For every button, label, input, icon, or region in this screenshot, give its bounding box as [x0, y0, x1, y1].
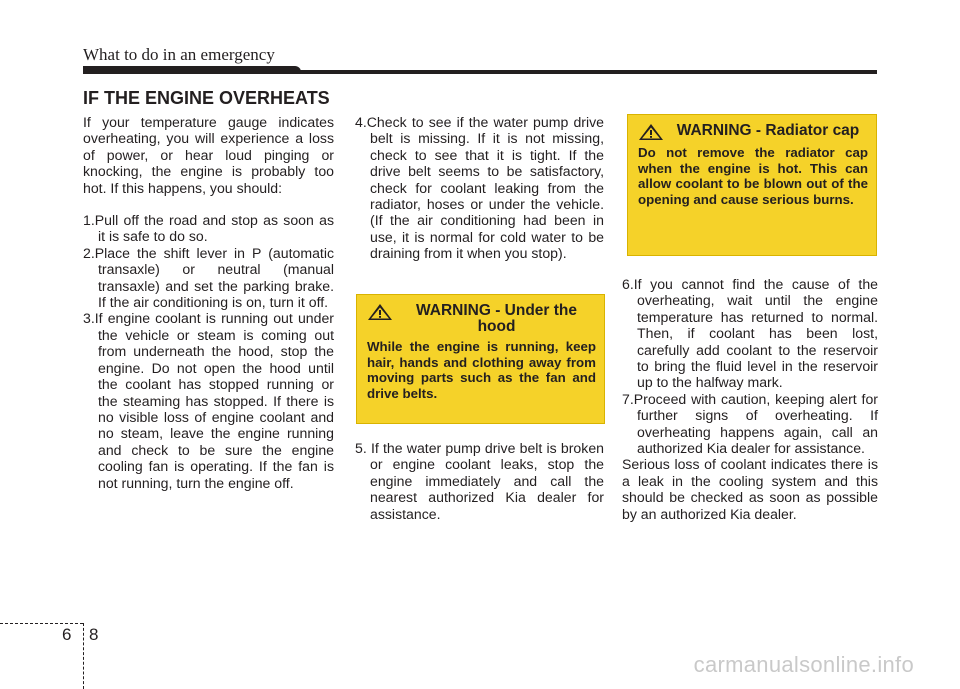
warning-text-cap: Do not remove the radiator cap when the engine is hot. This can allow coolant to be blown out of the opening and cause serious burns.: [638, 145, 868, 207]
step-7: 7.Proceed with caution, keeping alert for further signs of overheating. If overheating happens again, call an authorized Kia dealer for assistance.: [622, 390, 878, 457]
watermark: carmanualsonline.info: [693, 652, 914, 677]
header-rule: [83, 70, 877, 74]
step-3: 3.If engine coolant is running out under the vehicle or steam is coming out from underneath the hood, stop the engine. Do not open the hood until the coolant has stopped running or the steaming has stopped. If there is no visible loss of engine coolant and no steam, leave the engine running and check to be sure the engine cooling fan is operating. If the fan is not running, turn the engine off.: [83, 310, 334, 491]
warning-box-radiator-cap: [627, 114, 877, 256]
column-2-lower: [355, 440, 604, 522]
step-4: 4.Check to see if the water pump drive belt is missing. If it is not missing, check to see that it is tight. If the drive belt seems to be satisfactory, check for coolant leaking from the radiator, hoses or under the vehicle. (If the air conditioning had been in use, it is normal for cold water to be draining from it when you stop).: [355, 114, 604, 262]
column-3: [622, 276, 878, 522]
chapter-number: 6: [62, 625, 72, 644]
warning-triangle-icon: [367, 303, 393, 321]
step-6: 6.If you cannot find the cause of the overheating, wait until the engine temperature has returned to normal. Then, if coolant has been lost, carefully add coolant to the reservoir to bring the fluid level in the reservoir up to the halfway mark.: [622, 276, 878, 391]
warning-box-hood: [356, 294, 605, 424]
page-number: 8: [89, 625, 99, 644]
column-1: [83, 114, 334, 491]
warning-text-hood: While the engine is running, keep hair, hands and clothing away from moving parts such as the fan and drive belts.: [367, 339, 596, 401]
page-number-separator: [83, 623, 84, 689]
section-title: IF THE ENGINE OVERHEATS: [83, 88, 330, 108]
warning-title-hood: WARNING - Under the hood: [367, 303, 596, 335]
intro-paragraph: If your temperature gauge indicates overheating, you will experience a loss of power, or hear loud pinging or knocking, the engine is probably too hot. If this happens, you should:: [83, 114, 334, 196]
step-5: 5. If the water pump drive belt is broken or engine coolant leaks, stop the engine immediately and call the nearest authorized Kia dealer for assistance.: [355, 440, 604, 522]
warning-triangle-icon: [638, 123, 664, 141]
closing-paragraph: Serious loss of coolant indicates there is a leak in the cooling system and this should be checked as soon as possible by an authorized Kia dealer.: [622, 456, 878, 522]
header-title: What to do in an emergency: [83, 45, 275, 64]
footer-dash-line: [0, 623, 83, 624]
column-2: [355, 114, 604, 262]
step-2: 2.Place the shift lever in P (automatic transaxle) or neutral (manual transaxle) and set the parking brake. If the air conditioning is on, turn it off.: [83, 244, 334, 311]
step-1: 1.Pull off the road and stop as soon as it is safe to do so.: [83, 212, 334, 245]
warning-title-cap: WARNING - Radiator cap: [638, 123, 868, 141]
